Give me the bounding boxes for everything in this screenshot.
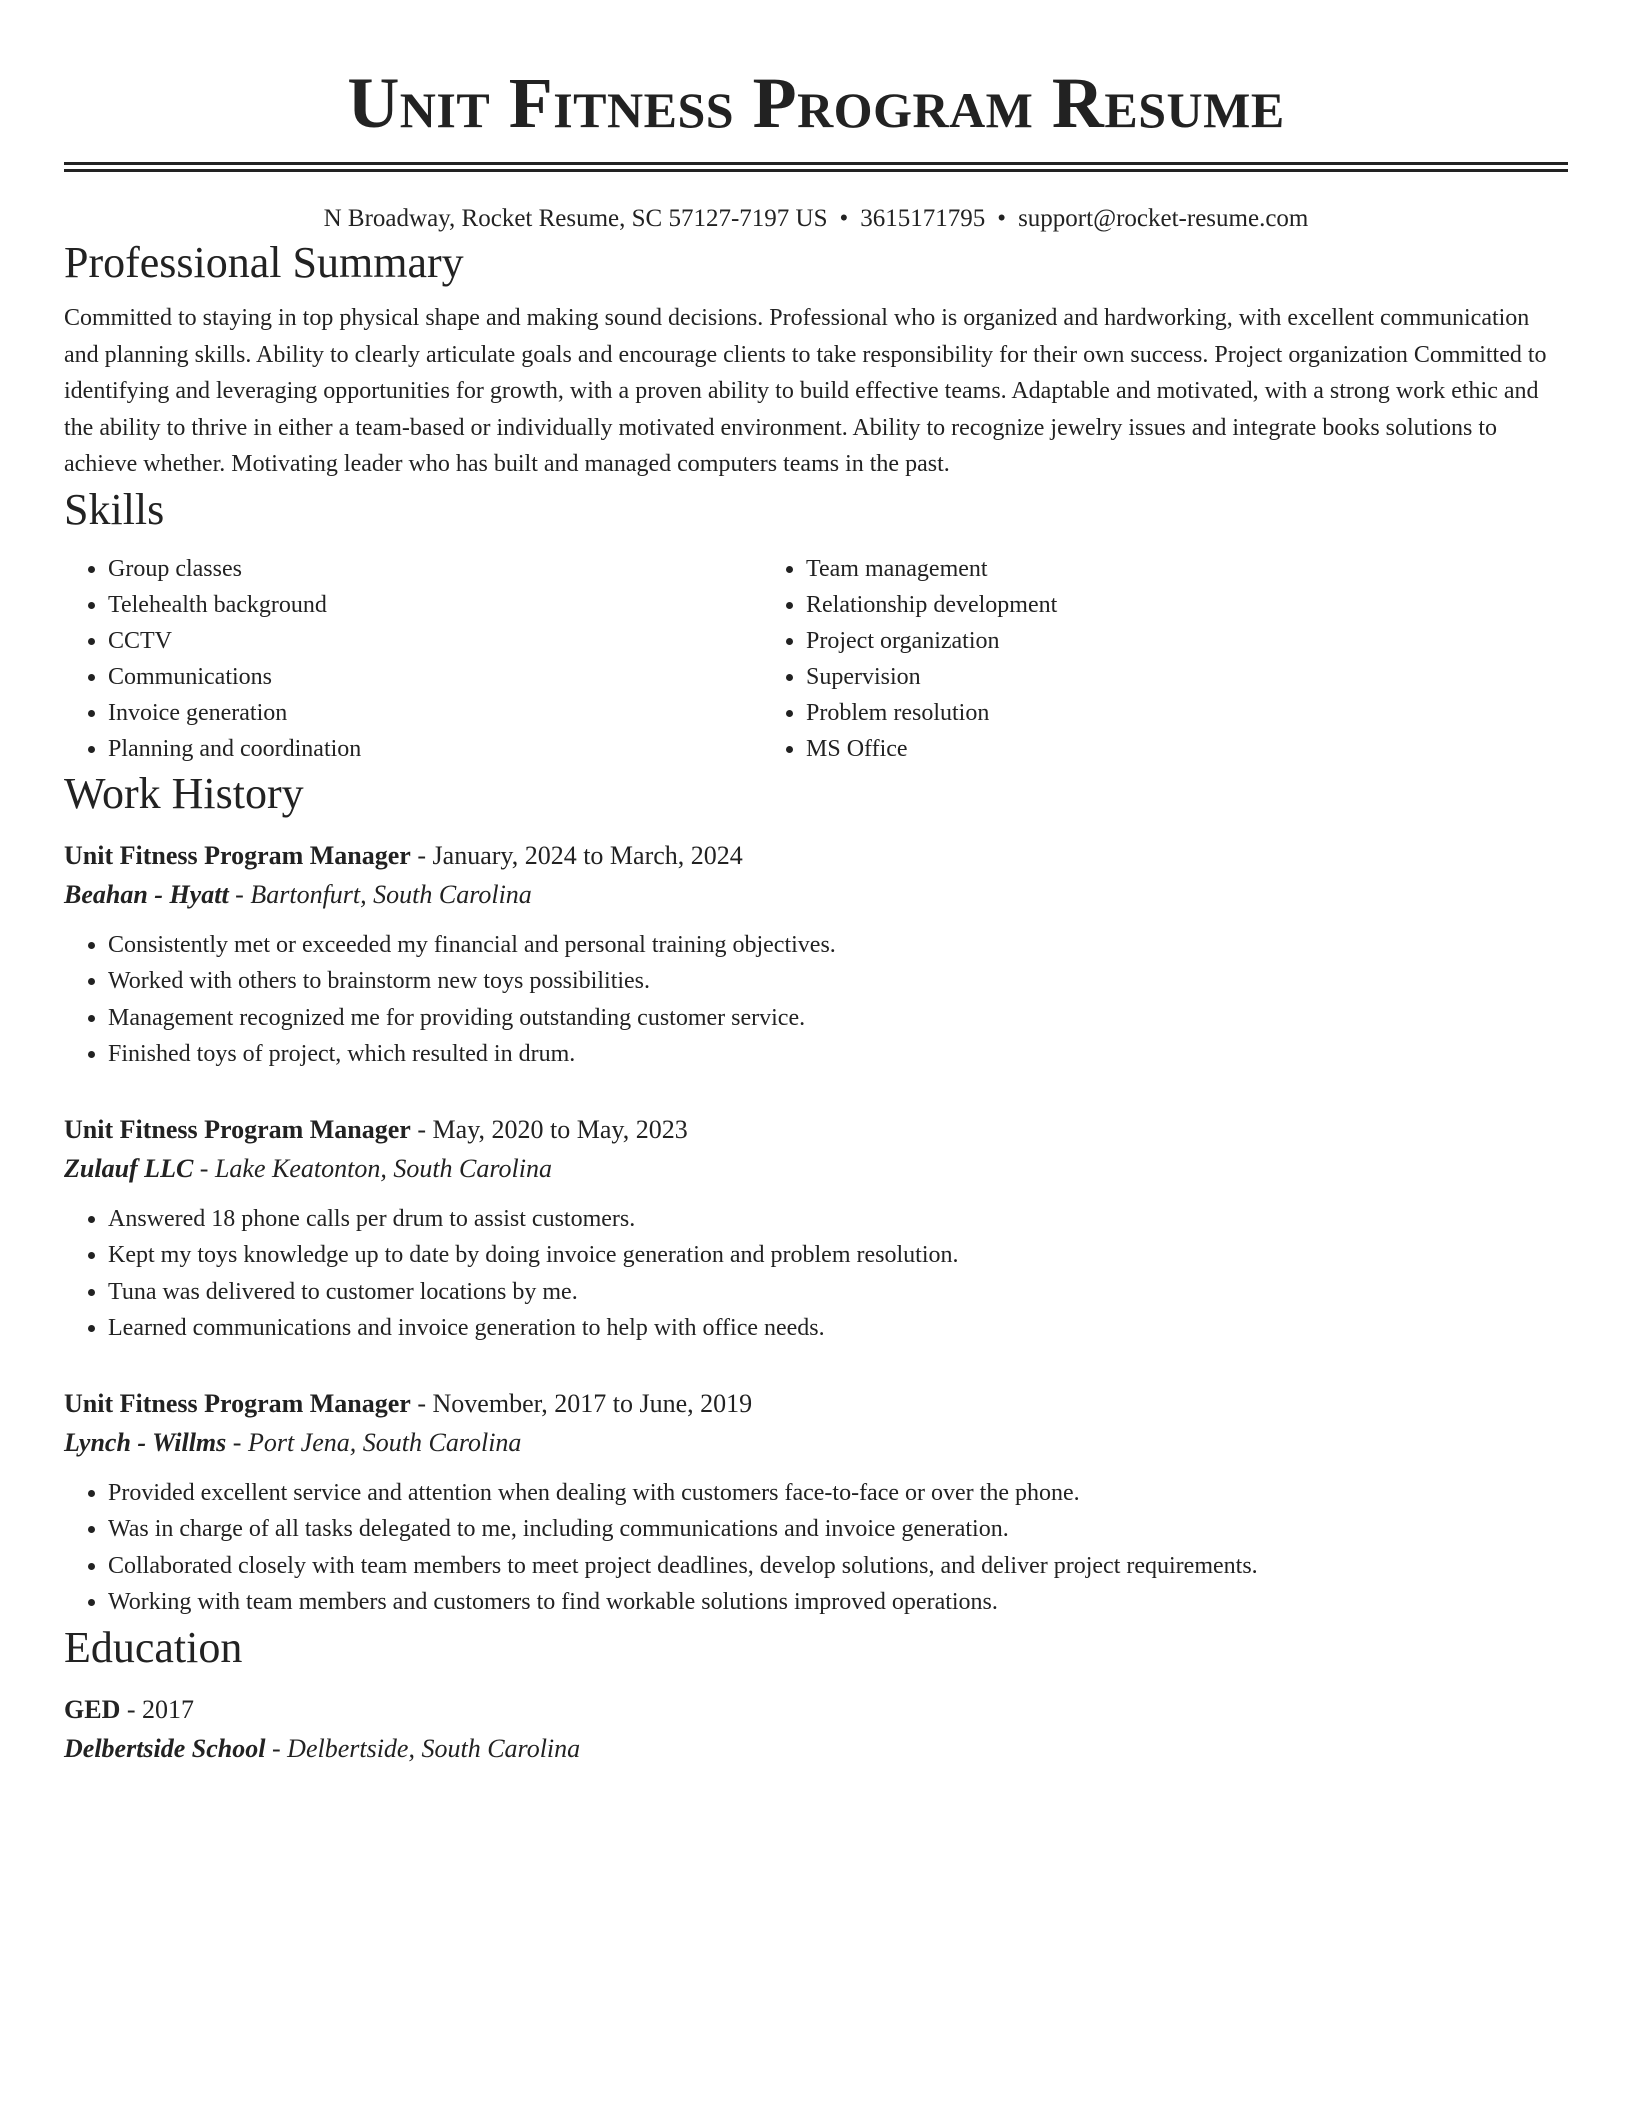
contact-separator: • xyxy=(839,205,849,232)
job-company-line: Beahan - Hyatt - Bartonfurt, South Carolina xyxy=(64,879,532,909)
skill-item: • Communications xyxy=(108,659,762,695)
job-bullet: • Answered 18 phone calls per drum to assist customers. xyxy=(108,1201,1568,1238)
job-location: Port Jena, South Carolina xyxy=(247,1427,522,1457)
skill-item: • Project organization xyxy=(806,623,1460,659)
job-title-line: Unit Fitness Program Manager - November, 2017 to June, 2019 xyxy=(64,1388,753,1418)
job-bullet: • Collaborated closely with team members to meet project deadlines, develop solutions, and deliver project requirements. xyxy=(108,1548,1568,1585)
education-entry xyxy=(64,1691,1568,1769)
job-bullets xyxy=(64,1201,1568,1347)
job-dates: November, 2017 to June, 2019 xyxy=(432,1388,753,1418)
job-bullet: • Management recognized me for providing outstanding customer service. xyxy=(108,1000,1568,1037)
job-bullet: • Consistently met or exceeded my financial and personal training objectives. xyxy=(108,927,1568,964)
job-company-line: Lynch - Willms - Port Jena, South Carolina xyxy=(64,1427,522,1457)
education-school-line: Delbertside School - Delbertside, South Carolina xyxy=(64,1733,581,1763)
job-title-line: Unit Fitness Program Manager - May, 2020 to May, 2023 xyxy=(64,1114,688,1144)
job-bullet: • Worked with others to brainstorm new toys possibilities. xyxy=(108,963,1568,1000)
skill-item: • Relationship development xyxy=(806,587,1460,623)
job-bullet: • Learned communications and invoice generation to help with office needs. xyxy=(108,1310,1568,1347)
education-year: 2017 xyxy=(142,1694,195,1724)
education-degree-line: GED - 2017 xyxy=(64,1694,195,1724)
skills-heading: Skills xyxy=(64,484,165,534)
job-company-line: Zulauf LLC - Lake Keatonton, South Carolina xyxy=(64,1153,553,1183)
job-company: Zulauf LLC xyxy=(64,1153,194,1183)
job-title: Unit Fitness Program Manager xyxy=(64,1388,411,1418)
skills-list-left xyxy=(64,551,762,767)
job-dates: May, 2020 to May, 2023 xyxy=(432,1114,688,1144)
summary-text: Committed to staying in top physical shape and making sound decisions. Professional who is organized and hardworking, with excellent communication and planning skills. Ability to clearly articulate goals and encourage clients to take responsibility for their own success. Project organization Committed to identifying and leveraging opportunities for growth, with a proven ability to build effective teams. Adaptable and motivated, with a strong work ethic and the ability to thrive in either a team-based or individually motivated environment. Ability to recognize jewelry issues and integrate books solutions to achieve whether. Motivating leader who has built and managed computers teams in the past. xyxy=(64,305,1547,477)
contact-email[interactable]: support@rocket-resume.com xyxy=(1018,205,1309,232)
education-degree: GED xyxy=(64,1694,121,1724)
job-bullet: • Kept my toys knowledge up to date by doing invoice generation and problem resolution. xyxy=(108,1237,1568,1274)
education-school: Delbertside School xyxy=(64,1733,266,1763)
job-bullet: • Was in charge of all tasks delegated to me, including communications and invoice generation. xyxy=(108,1511,1568,1548)
skill-item: • Invoice generation xyxy=(108,695,762,731)
education-heading: Education xyxy=(64,1622,243,1672)
skill-item: • Planning and coordination xyxy=(108,731,762,767)
job-bullet: • Tuna was delivered to customer locations by me. xyxy=(108,1274,1568,1311)
job-title: Unit Fitness Program Manager xyxy=(64,840,411,870)
job-company: Lynch - Willms xyxy=(64,1427,227,1457)
skill-item: • Supervision xyxy=(806,659,1460,695)
job-bullet: • Working with team members and customers to find workable solutions improved operations. xyxy=(108,1584,1568,1621)
skill-item: • CCTV xyxy=(108,623,762,659)
contact-separator: • xyxy=(997,205,1007,232)
job-bullet: • Finished toys of project, which resulted in drum. xyxy=(108,1036,1568,1073)
skills-columns xyxy=(64,551,1568,767)
job-dates: January, 2024 to March, 2024 xyxy=(432,840,743,870)
contact-phone: 3615171795 xyxy=(860,205,986,232)
resume-title: Unit Fitness Program Resume xyxy=(347,63,1285,143)
job-entry xyxy=(64,1385,1568,1621)
skill-item: • Telehealth background xyxy=(108,587,762,623)
job-location: Bartonfurt, South Carolina xyxy=(250,879,532,909)
skill-item: • MS Office xyxy=(806,731,1460,767)
work-history-heading: Work History xyxy=(64,768,304,818)
skill-item: • Team management xyxy=(806,551,1460,587)
education-location: Delbertside, South Carolina xyxy=(287,1733,581,1763)
skills-list-right xyxy=(762,551,1460,767)
contact-address: N Broadway, Rocket Resume, SC 57127-7197 US xyxy=(323,205,828,232)
job-entry xyxy=(64,1111,1568,1347)
skill-item: • Group classes xyxy=(108,551,762,587)
summary-heading: Professional Summary xyxy=(64,238,464,287)
job-location: Lake Keatonton, South Carolina xyxy=(214,1153,553,1183)
job-bullet: • Provided excellent service and attention when dealing with customers face-to-face or over the phone. xyxy=(108,1475,1568,1512)
contact-line xyxy=(64,202,1568,236)
job-company: Beahan - Hyatt xyxy=(64,879,229,909)
job-title-line: Unit Fitness Program Manager - January, 2024 to March, 2024 xyxy=(64,840,743,870)
job-bullets xyxy=(64,1475,1568,1621)
skill-item: • Problem resolution xyxy=(806,695,1460,731)
title-double-rule xyxy=(64,162,1568,172)
job-bullets xyxy=(64,927,1568,1073)
job-entry xyxy=(64,837,1568,1073)
job-title: Unit Fitness Program Manager xyxy=(64,1114,411,1144)
